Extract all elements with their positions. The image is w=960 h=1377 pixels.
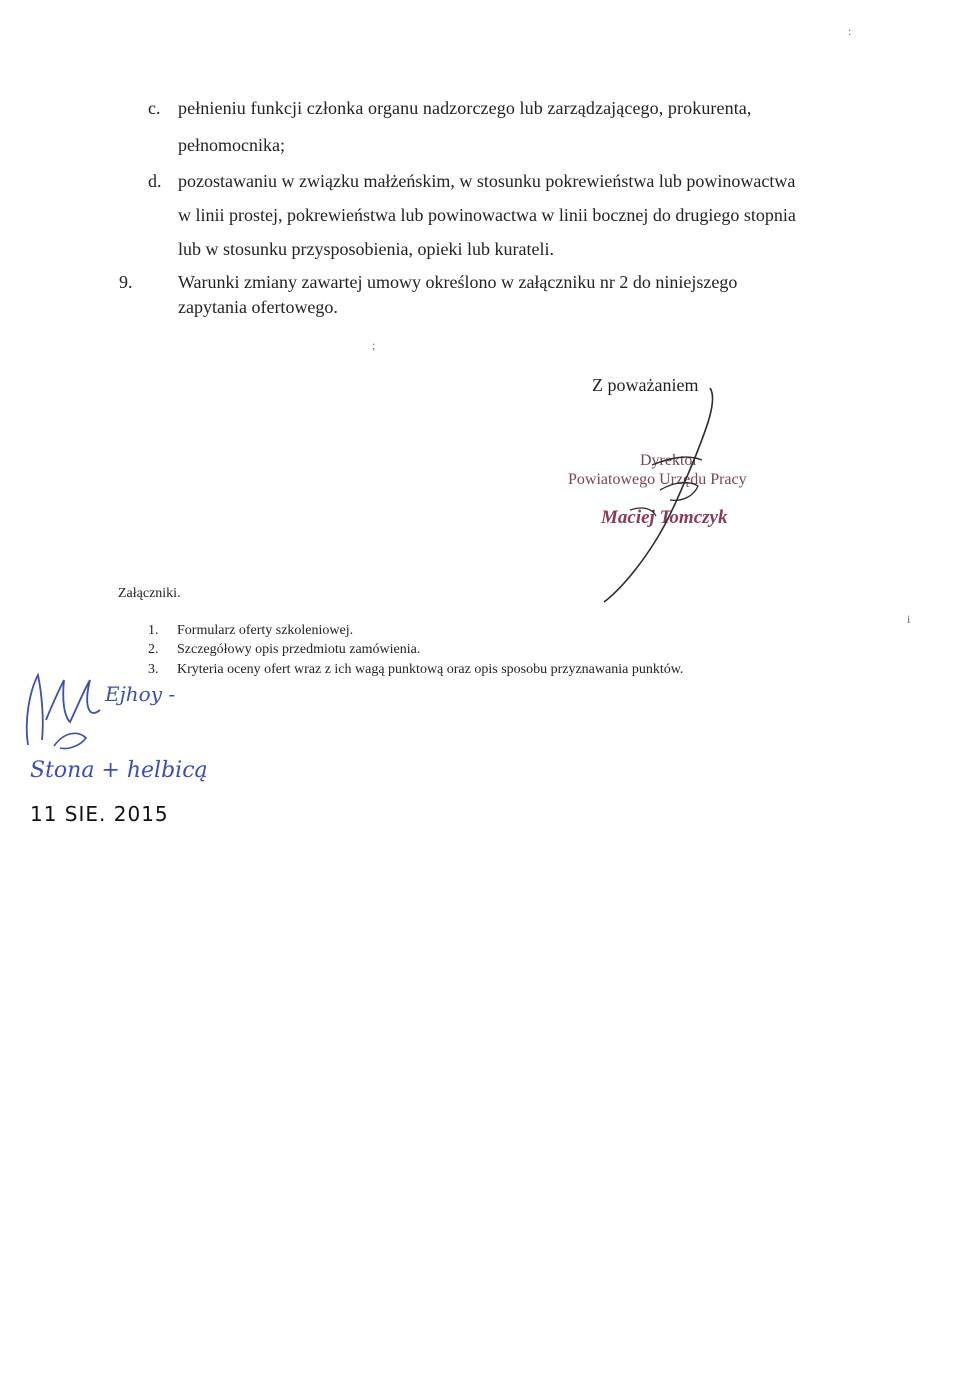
item-9-line-2: zapytania ofertowego. <box>178 297 338 317</box>
handwritten-note-1: Ejhoy - <box>105 682 176 706</box>
handwritten-note-2: Stona + helbicą <box>30 758 208 783</box>
point-c-marker: c. <box>148 98 161 118</box>
scan-speck: ; <box>372 338 376 352</box>
point-d-line-3: lub w stosunku przysposobienia, opieki lub kurateli. <box>178 239 554 259</box>
attachment-3-text: Kryteria oceny ofert wraz z ich wagą punktową oraz opis sposobu przyznawania punktów. <box>177 662 684 677</box>
scan-speck: i <box>907 612 911 626</box>
attachment-1-number: 1. <box>148 623 159 638</box>
point-d-line-2: w linii prostej, pokrewieństwa lub powinowactwa w linii bocznej do drugiego stopnia <box>178 205 796 225</box>
stamp-title: Dyrektor <box>640 452 698 469</box>
handwritten-initials <box>20 650 110 755</box>
item-9-line-1: Warunki zmiany zawartej umowy określono w załączniku nr 2 do niniejszego <box>178 272 738 292</box>
attachment-1-text: Formularz oferty szkoleniowej. <box>177 623 354 638</box>
stamp-name: Maciej Tomczyk <box>601 507 728 528</box>
attachment-2-number: 2. <box>148 642 159 657</box>
point-c-line-1: pełnieniu funkcji członka organu nadzorczego lub zarządzającego, prokurenta, <box>178 98 752 118</box>
point-c-line-2: pełnomocnika; <box>178 135 285 155</box>
scan-speck: : <box>848 24 852 38</box>
date-stamp: 11 SIE. 2015 <box>30 802 169 826</box>
point-d-line-1: pozostawaniu w związku małżeńskim, w stosunku pokrewieństwa lub powinowactwa <box>178 171 796 191</box>
attachment-2-text: Szczegółowy opis przedmiotu zamówienia. <box>177 642 421 657</box>
stamp-office: Powiatowego Urzędu Pracy <box>568 471 747 488</box>
item-9-number: 9. <box>119 272 133 292</box>
attachments-heading: Załączniki. <box>118 586 181 601</box>
point-d-marker: d. <box>148 171 162 191</box>
closing-salutation: Z poważaniem <box>592 375 699 395</box>
director-signature <box>590 370 730 610</box>
attachment-3-number: 3. <box>148 662 159 677</box>
